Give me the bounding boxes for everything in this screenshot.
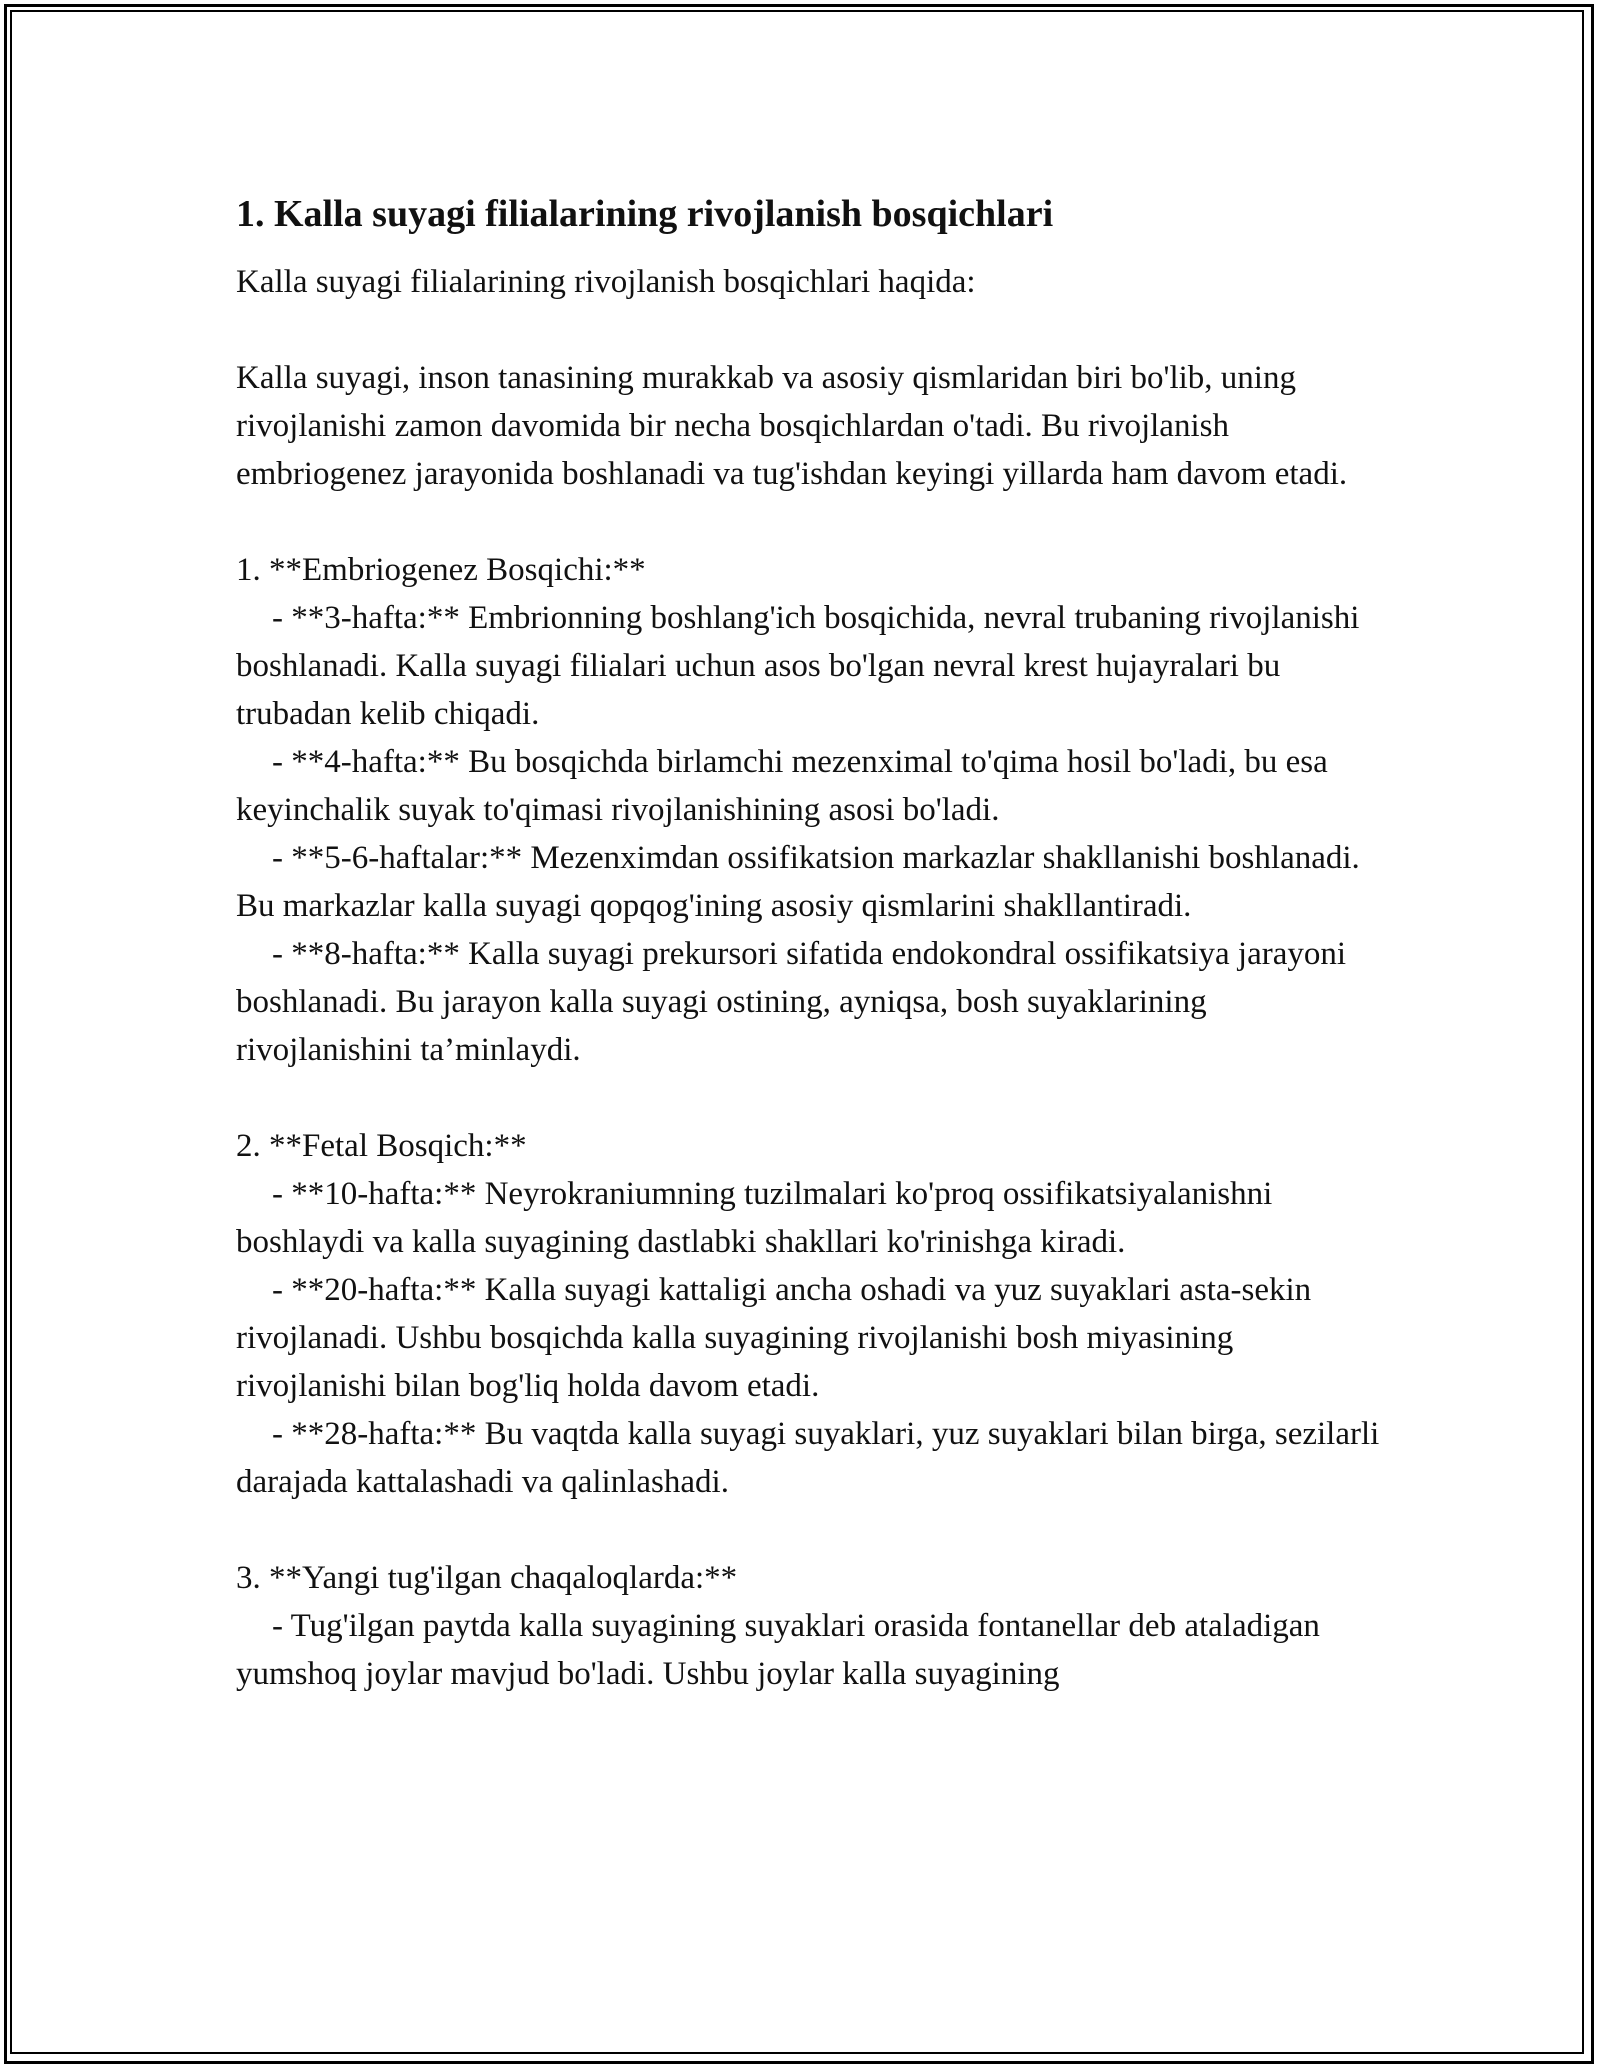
list-item: - Tug'ilgan paytda kalla suyagining suyaklari orasida fontanellar deb ataladigan yumshoq joylar mavjud bo'ladi. Ushbu joylar kalla suyagining	[236, 1608, 1320, 1692]
paragraph-gap	[236, 1074, 1386, 1122]
intro-paragraph: Kalla suyagi filialarining rivojlanish bosqichlari haqida:	[236, 264, 976, 300]
list-item: - **5-6-haftalar:** Mezenximdan ossifikatsion markazlar shakllanishi boshlanadi. Bu markazlar kalla suyagi qopqog'ining asosiy qismlarini shakllantiradi.	[236, 840, 1360, 924]
paragraph-gap	[236, 306, 1386, 354]
paragraph-gap	[236, 498, 1386, 546]
list-item: - **8-hafta:** Kalla suyagi prekursori sifatida endokondral ossifikatsiya jarayoni boshlanadi. Bu jarayon kalla suyagi ostining, ayniqsa, bosh suyaklarining rivojlanishini ta’minlaydi.	[236, 936, 1347, 1068]
overview-paragraph: Kalla suyagi, inson tanasining murakkab va asosiy qismlaridan biri bo'lib, uning rivojlanishi zamon davomida bir necha bosqichlardan o'tadi. Bu rivojlanish embriogenez jarayonida boshlanadi va tug'ishdan keyingi yillarda ham davom etadi.	[236, 360, 1348, 492]
paragraph-gap	[236, 1506, 1386, 1554]
section-heading: 1. **Embriogenez Bosqichi:**	[236, 552, 646, 588]
section-heading: 3. **Yangi tug'ilgan chaqaloqlarda:**	[236, 1560, 738, 1596]
list-item: - **28-hafta:** Bu vaqtda kalla suyagi suyaklari, yuz suyaklari bilan birga, sezilarli darajada kattalashadi va qalinlashadi.	[236, 1416, 1380, 1500]
document-title: 1. Kalla suyagi filialarining rivojlanish bosqichlari	[236, 193, 1054, 235]
section-newborn	[236, 1554, 1386, 1698]
list-item: - **3-hafta:** Embrionning boshlang'ich bosqichida, nevral trubaning rivojlanishi boshlanadi. Kalla suyagi filialari uchun asos bo'lgan nevral krest hujayralari bu trubadan kelib chiqadi.	[236, 600, 1360, 732]
section-heading: 2. **Fetal Bosqich:**	[236, 1128, 527, 1164]
list-item: - **20-hafta:** Kalla suyagi kattaligi ancha oshadi va yuz suyaklari asta-sekin rivojlanadi. Ushbu bosqichda kalla suyagining rivojlanishi bosh miyasining rivojlanishi bilan bog'liq holda davom etadi.	[236, 1272, 1312, 1404]
section-fetal	[236, 1122, 1386, 1506]
list-item: - **10-hafta:** Neyrokraniumning tuzilmalari ko'proq ossifikatsiyalanishni boshlaydi va kalla suyagining dastlabki shakllari ko'rinishga kiradi.	[236, 1176, 1273, 1260]
section-embriogenez	[236, 546, 1386, 1074]
list-item: - **4-hafta:** Bu bosqichda birlamchi mezenximal to'qima hosil bo'ladi, bu esa keyinchalik suyak to'qimasi rivojlanishining asosi bo'ladi.	[236, 744, 1328, 828]
document-body	[236, 188, 1386, 1698]
